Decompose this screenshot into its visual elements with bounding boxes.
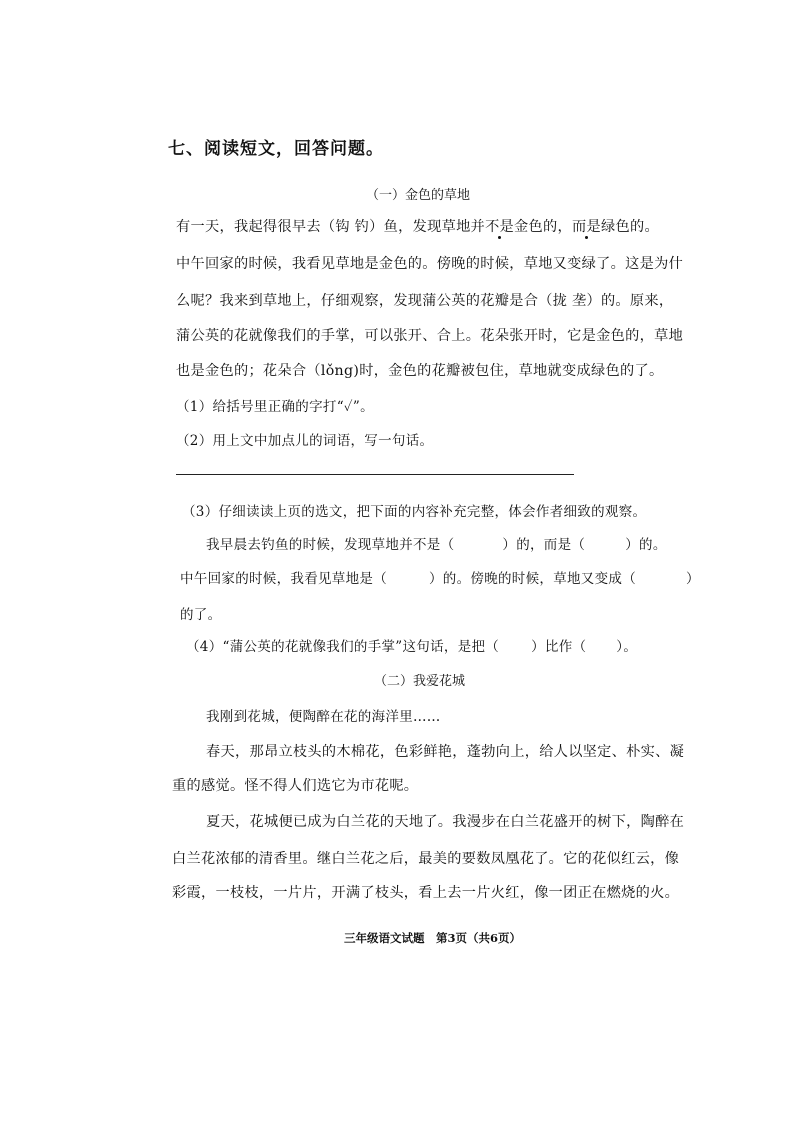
q3-text: 我早晨去钓鱼的时候，发现草地并不是（ bbox=[206, 537, 455, 553]
passage1-title: （一）金色的草地 bbox=[366, 188, 471, 203]
question-3-line3: 的了。 bbox=[180, 607, 222, 623]
q3-text: 中午回家的时候，我看见草地是（ bbox=[180, 571, 387, 587]
passage2-para1: 我刚到花城，便陶醉在花的海洋里…… bbox=[206, 709, 441, 725]
question-4 bbox=[186, 635, 637, 655]
question-3-line2 bbox=[180, 567, 700, 587]
passage1-line1-text: 有一天，我起得很早去（钩 钓）鱼，发现草地并 bbox=[176, 219, 486, 235]
dotted-word-bushi: 不是 bbox=[485, 219, 515, 235]
dotted-word-ershi: 而是 bbox=[572, 219, 601, 235]
passage1-line2: 中午回家的时候，我看见草地是金色的。傍晚的时候，草地又变绿了。这是为什 bbox=[176, 256, 684, 272]
question-2: （2）用上文中加点儿的词语，写一句话。 bbox=[176, 433, 434, 449]
section-title: 七、阅读短文，回答问题。 bbox=[168, 139, 384, 159]
q4-text: ）比作（ bbox=[531, 639, 587, 655]
passage2-para2-line2: 重的感觉。怪不得人们选它为市花呢。 bbox=[172, 778, 419, 794]
passage2-title: （二）我爱花城 bbox=[374, 674, 466, 689]
q3-text: ）的。傍晚的时候，草地又变成（ bbox=[429, 571, 636, 587]
q4-text: ）。 bbox=[616, 639, 638, 655]
question-1: （1）给括号里正确的字打“✓”。 bbox=[176, 399, 374, 415]
passage1-line5: 也是金色的；花朵合（lǒng)时，金色的花瓣被包住，草地就变成绿色的了。 bbox=[176, 363, 664, 379]
passage1-line1-text: 金色的， bbox=[514, 219, 572, 235]
q3-text: ） bbox=[686, 571, 700, 587]
question-3-line1 bbox=[206, 533, 667, 553]
passage1-line3: 么呢？我来到草地上，仔细观察，发现蒲公英的花瓣是合（拢 垄）的。原来， bbox=[176, 293, 674, 309]
q3-text: ）的，而是（ bbox=[502, 537, 586, 553]
passage2-para3-line1: 夏天，花城便已成为白兰花的天地了。我漫步在白兰花盛开的树下，陶醉在 bbox=[206, 814, 685, 830]
answer-line[interactable] bbox=[176, 474, 574, 475]
passage1-line1 bbox=[176, 216, 659, 236]
passage1-line4: 蒲公英的花就像我们的手掌，可以张开、合上。花朵张开时，它是金色的，草地 bbox=[176, 328, 684, 344]
question-3: （3）仔细读读上页的选文，把下面的内容补充完整，体会作者细致的观察。 bbox=[182, 504, 647, 520]
passage1-line1-text: 绿色的。 bbox=[600, 219, 659, 235]
page-footer: 三年级语文试题 第3页（共6页） bbox=[344, 931, 522, 945]
passage2-para2-line1: 春天，那昂立枝头的木棉花，色彩鲜艳，蓬勃向上，给人以坚定、朴实、凝 bbox=[206, 744, 685, 760]
passage2-para3-line2: 白兰花浓郁的清香里。继白兰花之后，最美的要数凤凰花了。它的花似红云，像 bbox=[172, 851, 680, 867]
q3-text: ）的。 bbox=[625, 537, 667, 553]
passage2-para3-line3: 彩霞，一枝枝，一片片，开满了枝头，看上去一片火红，像一团正在燃烧的火。 bbox=[172, 885, 680, 901]
q4-text: （4）“蒲公英的花就像我们的手掌”这句话，是把（ bbox=[186, 639, 500, 655]
